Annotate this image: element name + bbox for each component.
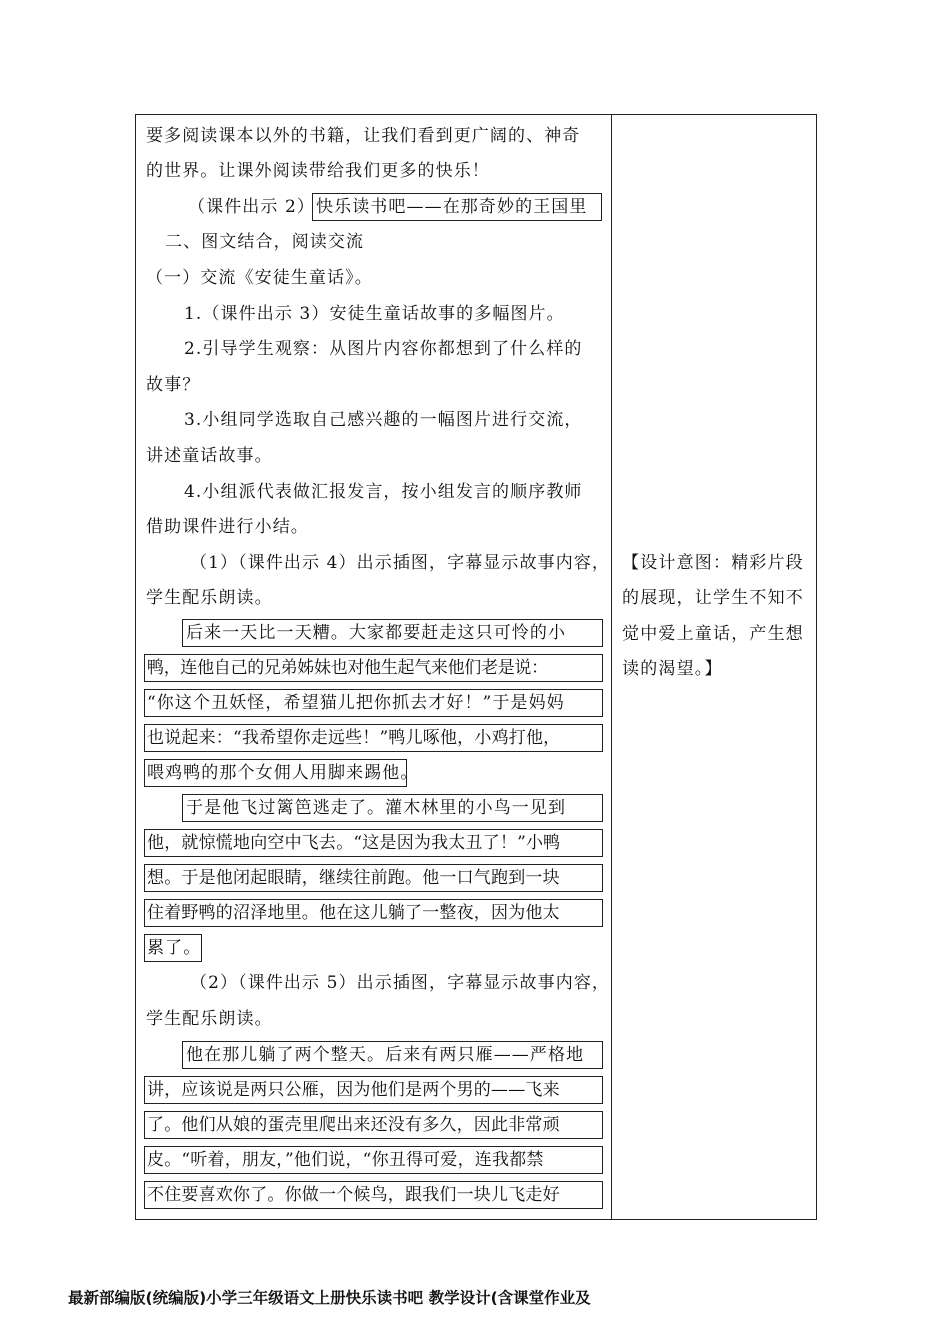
quote-line: 皮。“听着，朋友，”他们说，“你丑得可爱，连我都禁 <box>147 1150 544 1170</box>
quote-line: 也说起来：“我希望你走远些！”鸭儿啄他，小鸡打他， <box>147 728 561 748</box>
design-intent-line: 【设计意图：精彩片段 <box>622 553 804 573</box>
main-line: 的世界。让课外阅读带给我们更多的快乐！ <box>146 161 490 181</box>
courseware-title: 快乐读书吧——在那奇妙的王国里 <box>316 197 588 217</box>
design-intent-line: 觉中爱上童话，产生想 <box>622 624 804 644</box>
quote-line: 他，就惊慌地向空中飞去。“这是因为我太丑了！”小鸭 <box>147 833 561 853</box>
main-line: 故事？ <box>146 375 201 395</box>
main-line: （1）（课件出示 4）出示插图，字幕显示故事内容， <box>190 553 611 573</box>
quote-line: 住着野鸭的沼泽地里。他在这儿躺了一整夜，因为他太 <box>147 903 560 923</box>
quote-line: 于是他飞过篱笆逃走了。灌木林里的小鸟一见到 <box>186 798 567 818</box>
quote-line: 喂鸡鸭的那个女佣人用脚来踢他。 <box>147 763 419 783</box>
design-intent-line: 读的渴望。】 <box>622 659 723 679</box>
subsection-heading: （一）交流《安徒生童话》。 <box>146 268 373 288</box>
main-line: 1.（课件出示 3）安徒生童话故事的多幅图片。 <box>184 304 565 324</box>
section-heading: 二、图文结合，阅读交流 <box>165 232 365 252</box>
main-line: 3.小组同学选取自己感兴趣的一幅图片进行交流， <box>184 410 583 430</box>
main-line: 借助课件进行小结。 <box>146 517 309 537</box>
main-line: 学生配乐朗读。 <box>146 1009 273 1029</box>
main-line: 讲述童话故事。 <box>146 446 273 466</box>
main-line: 4.小组派代表做汇报发言，按小组发言的顺序教师 <box>184 482 583 502</box>
quote-line: 他在那儿躺了两个整天。后来有两只雁——严格地 <box>186 1045 585 1065</box>
main-line: （课件出示 2） <box>188 197 316 217</box>
document-footer: 最新部编版(统编版)小学三年级语文上册快乐读书吧 教学设计(含课堂作业及 <box>68 1289 591 1307</box>
main-line: （2）（课件出示 5）出示插图，字幕显示故事内容， <box>190 973 611 993</box>
main-line: 学生配乐朗读。 <box>146 588 273 608</box>
quote-line: 鸭，连他自己的兄弟姊妹也对他生起气来他们老是说： <box>147 658 548 678</box>
main-line: 要多阅读课本以外的书籍，让我们看到更广阔的、神奇 <box>146 126 581 146</box>
quote-line: 累了。 <box>147 938 202 958</box>
main-line: 2.引导学生观察：从图片内容你都想到了什么样的 <box>184 339 583 359</box>
quote-line: 了。他们从娘的蛋壳里爬出来还没有多久，因此非常顽 <box>147 1115 560 1135</box>
quote-line: 后来一天比一天糟。大家都要赶走这只可怜的小 <box>186 623 567 643</box>
column-divider <box>611 114 612 1220</box>
quote-line: 不住要喜欢你了。你做一个候鸟，跟我们一块儿飞走好 <box>147 1185 560 1205</box>
quote-line: 想。于是他闭起眼睛，继续往前跑。他一口气跑到一块 <box>147 868 560 888</box>
quote-line: 讲，应该说是两只公雁，因为他们是两个男的——飞来 <box>147 1080 560 1100</box>
quote-line: “你这个丑妖怪，希望猫儿把你抓去才好！”于是妈妈 <box>147 693 565 713</box>
design-intent-line: 的展现，让学生不知不 <box>622 588 804 608</box>
